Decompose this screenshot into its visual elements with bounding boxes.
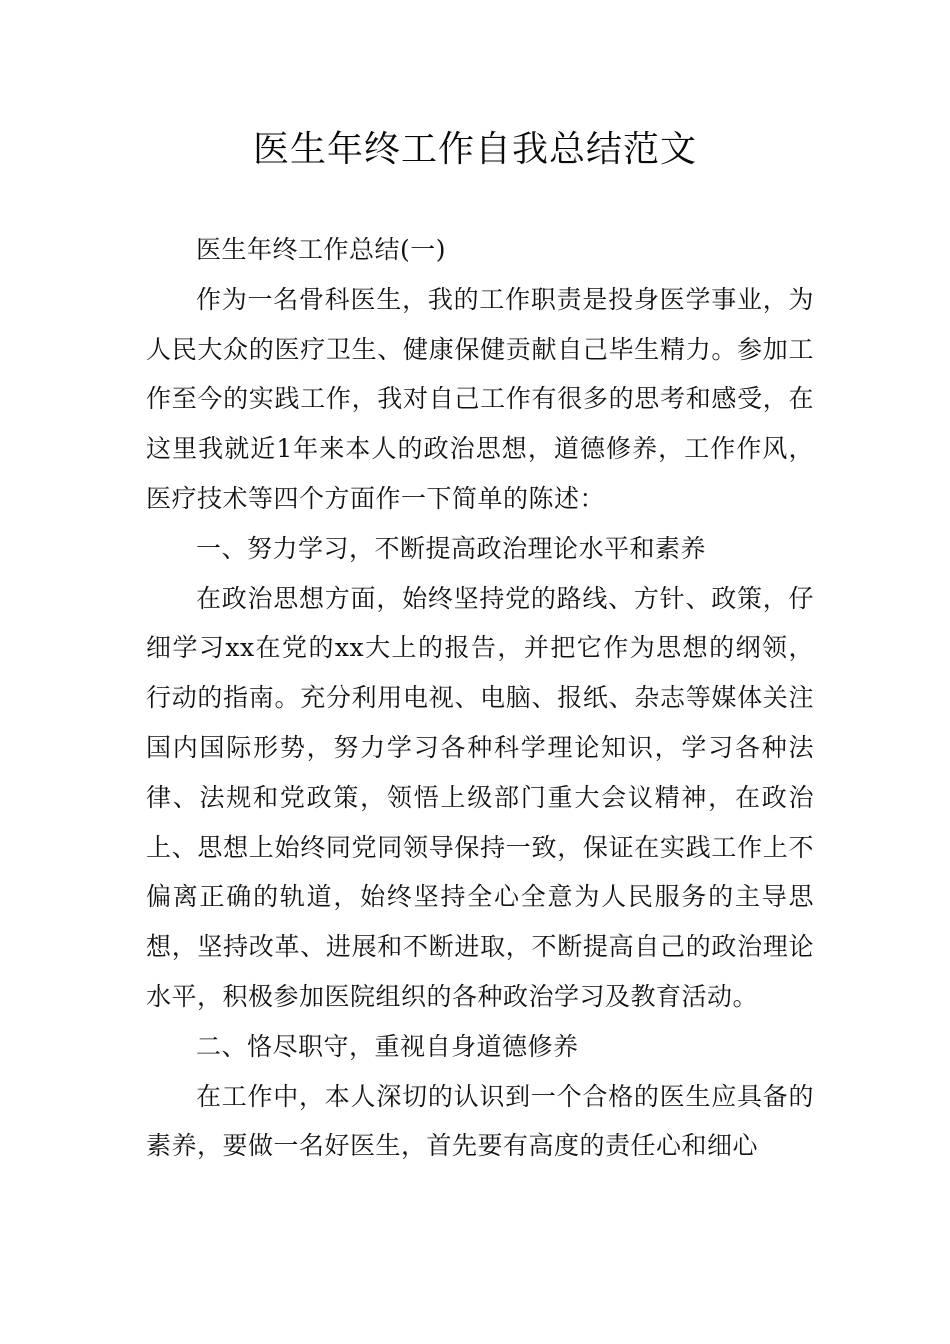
intro-paragraph: 作为一名骨科医生，我的工作职责是投身医学事业，为人民大众的医疗卫生、健康保健贡献自己毕生精力。参加工作至今的实践工作，我对自己工作有很多的思考和感受，在这里我就近1年来本人的政治思想，道德修养，工作作风，医疗技术等四个方面作一下简单的陈述： (146, 284, 814, 513)
document-title: 医生年终工作自我总结范文 (252, 129, 697, 170)
work-paragraph: 在工作中，本人深切的认识到一个合格的医生应具备的素养，要做一名好医生，首先要有高度的责任心和细心 (146, 1081, 814, 1161)
section-heading-summary-one: 医生年终工作总结(一) (196, 235, 447, 264)
section-heading-duty: 二、恪尽职守，重视自身道德修养 (196, 1031, 579, 1061)
document-body (146, 225, 814, 1171)
section-heading-study: 一、努力学习，不断提高政治理论水平和素养 (196, 533, 707, 563)
political-thought-paragraph: 在政治思想方面，始终坚持党的路线、方针、政策，仔细学习xx在党的xx大上的报告，并把它作为思想的纲领，行动的指南。充分利用电视、电脑、报纸、杂志等媒体关注国内国际形势，努力学习各种科学理论知识，学习各种法律、法规和党政策，领悟上级部门重大会议精神，在政治上、思想上始终同党同领导保持一致，保证在实践工作上不偏离正确的轨道，始终坚持全心全意为人民服务的主导思想，坚持改革、进展和不断进取，不断提高自己的政治理论水平，积极参加医院组织的各种政治学习及教育活动。 (146, 583, 814, 1011)
